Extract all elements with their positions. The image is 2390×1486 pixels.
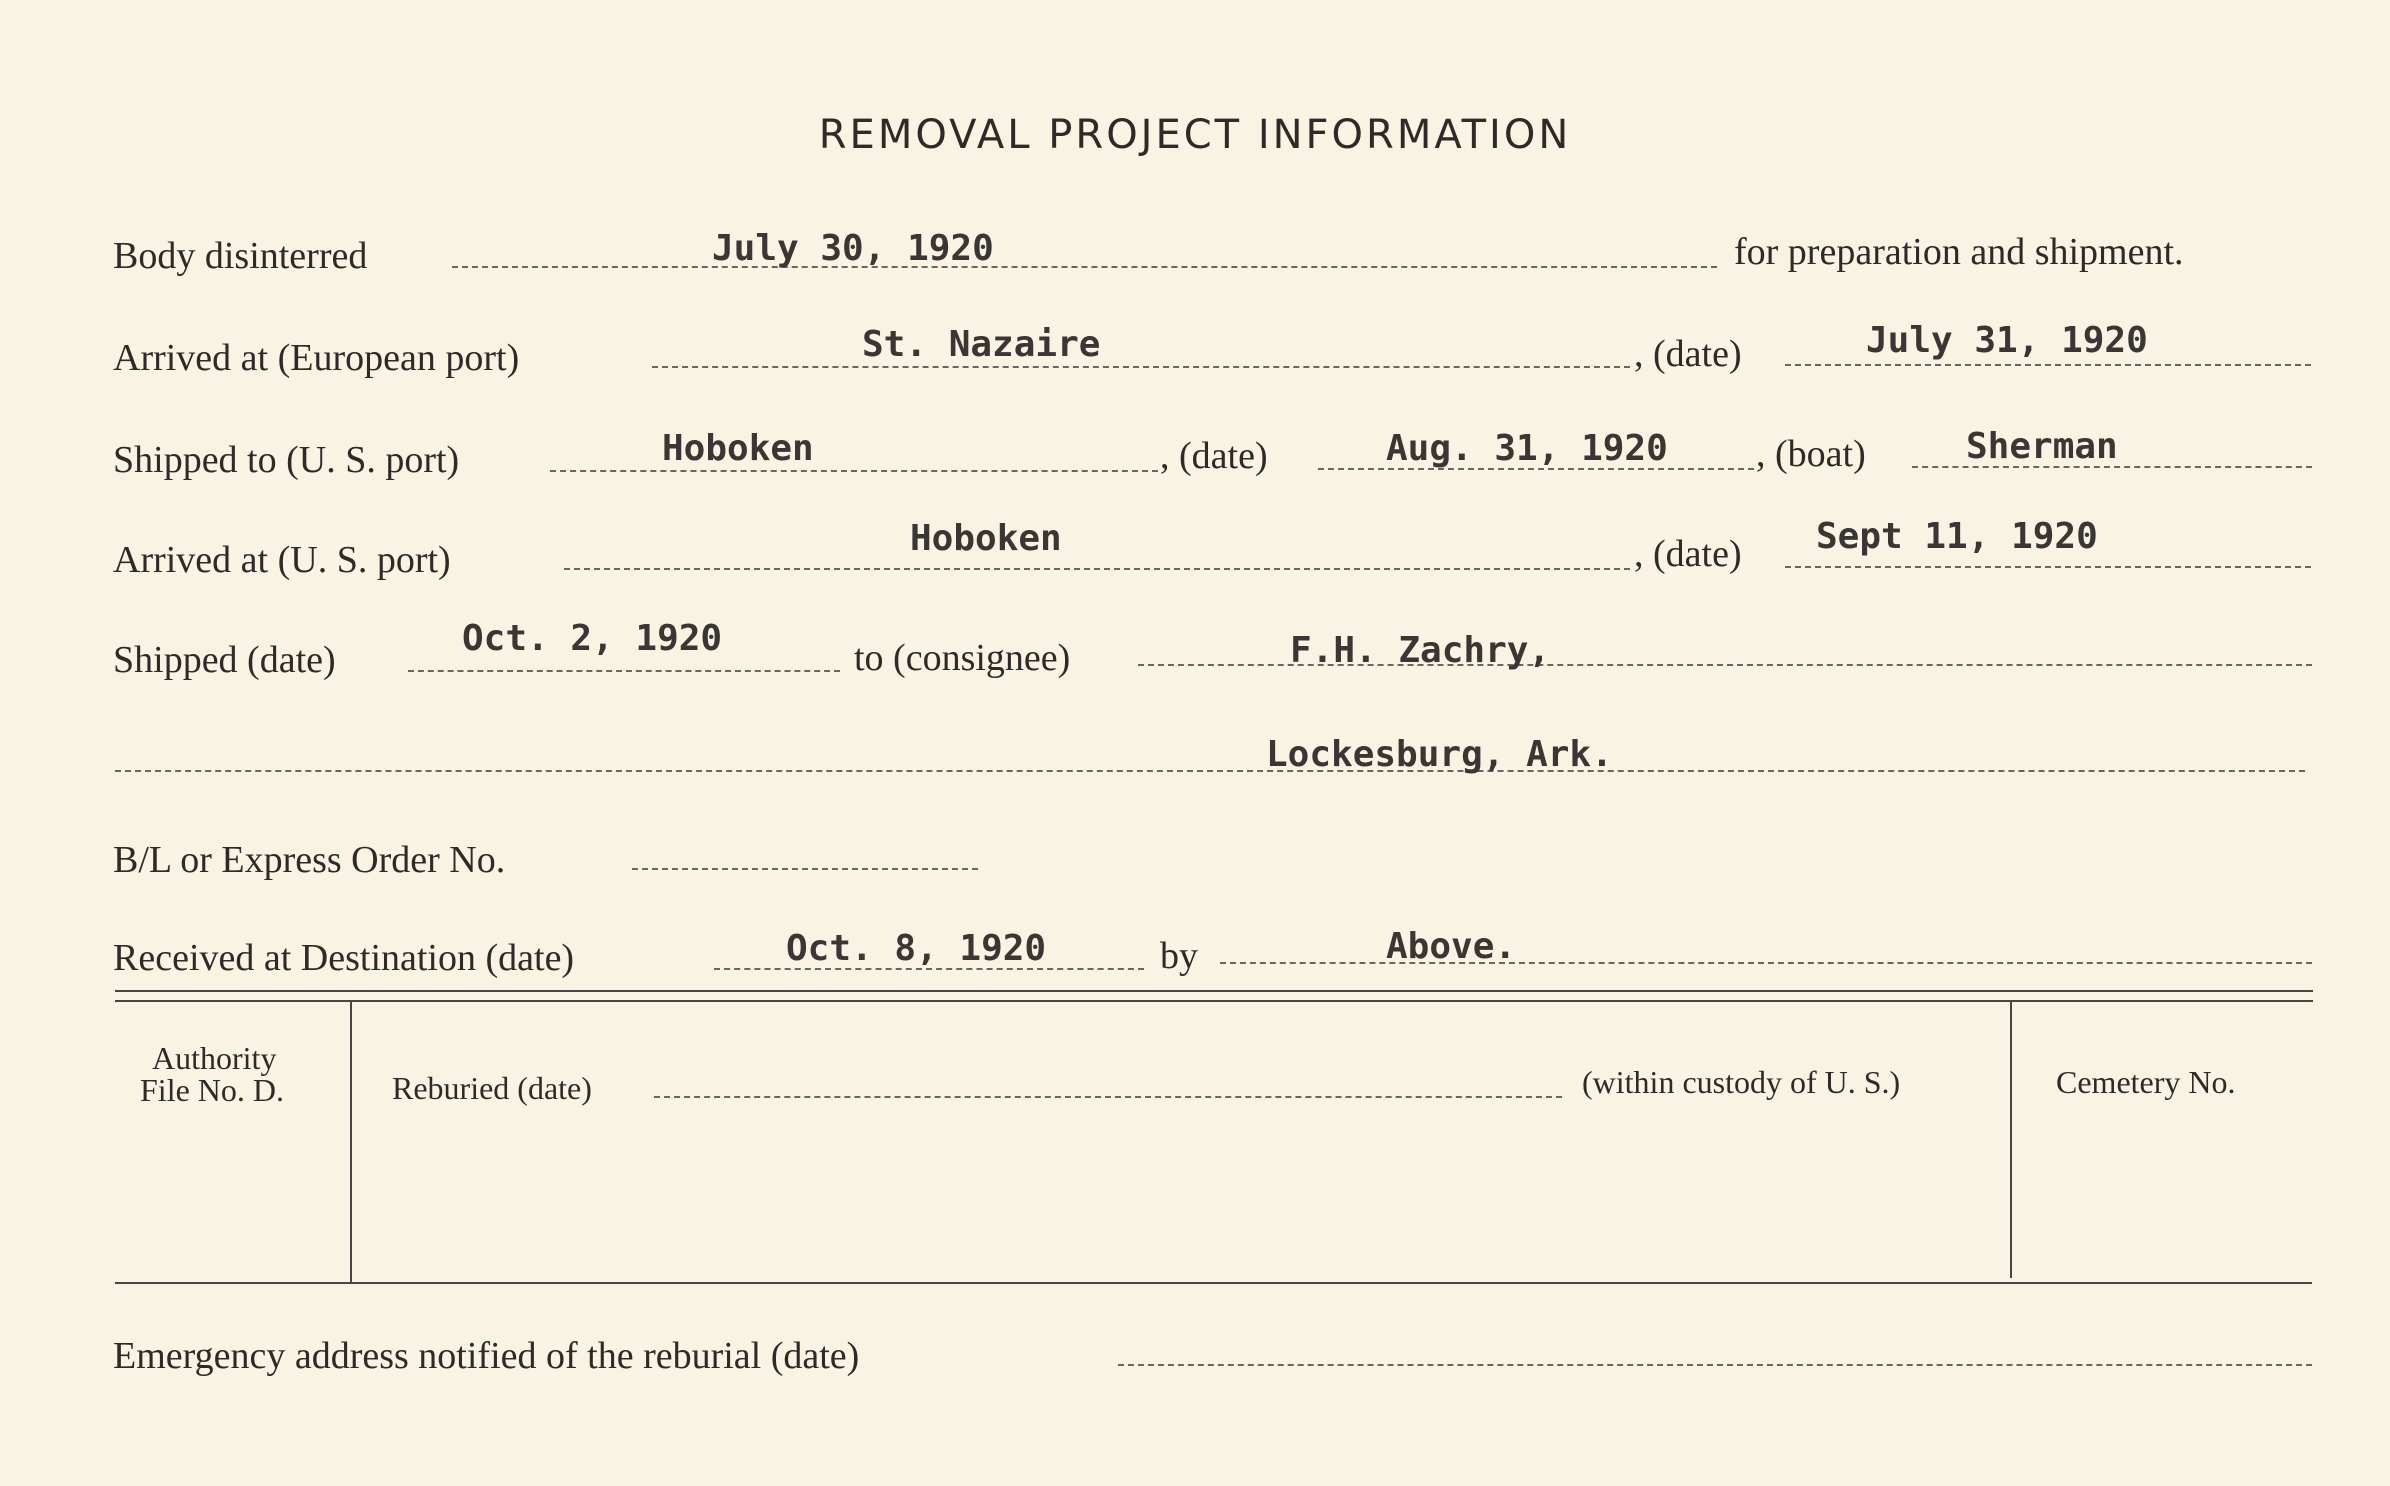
shipped-date: Oct. 2, 1920 [462, 618, 723, 659]
received-date: Oct. 8, 1920 [786, 928, 1047, 969]
table-bottom-rule [115, 1282, 2312, 1284]
received-by-line [1220, 962, 2312, 964]
shipped-us-date: Aug. 31, 1920 [1386, 428, 1668, 469]
arrived-european-date-label: , (date) [1634, 333, 1742, 375]
arrived-us-port-line [564, 568, 1630, 570]
table-top-rule [115, 990, 2313, 992]
cemetery-label: Cemetery No. [2056, 1064, 2236, 1100]
body-disinterred-label: Body disinterred [113, 235, 368, 277]
consignee-label: to (consignee) [854, 637, 1071, 679]
arrived-european-date: July 31, 1920 [1866, 320, 2148, 361]
shipped-us-date-label: , (date) [1160, 435, 1268, 477]
authority-label-line2: File No. D. [140, 1072, 284, 1108]
table-divider-right [2010, 1002, 2012, 1278]
consignee-address: Lockesburg, Ark. [1266, 734, 1613, 775]
custody-label: (within custody of U. S.) [1582, 1064, 1901, 1100]
shipped-date-line [408, 670, 840, 672]
shipped-us-port-line [550, 470, 1158, 472]
shipped-us-label: Shipped to (U. S. port) [113, 439, 460, 481]
arrived-us-date: Sept 11, 1920 [1816, 516, 2098, 557]
arrived-us-label: Arrived at (U. S. port) [113, 539, 451, 581]
bl-order-line [632, 868, 978, 870]
authority-label-line1: Authority [152, 1040, 277, 1076]
form-title: REMOVAL PROJECT INFORMATION [818, 112, 1572, 158]
arrived-european-date-line [1785, 364, 2311, 366]
table-divider-left [350, 1002, 352, 1282]
arrived-european-label: Arrived at (European port) [113, 337, 520, 379]
arrived-us-port: Hoboken [910, 518, 1062, 559]
bl-order-label: B/L or Express Order No. [113, 839, 506, 881]
shipped-us-boat: Sherman [1966, 426, 2118, 467]
arrived-us-date-line [1785, 566, 2311, 568]
table-top-rule-2 [115, 1000, 2313, 1002]
received-by: Above. [1386, 926, 1517, 967]
received-label: Received at Destination (date) [113, 937, 575, 979]
emergency-line [1118, 1364, 2312, 1366]
emergency-label: Emergency address notified of the reburial (date) [113, 1335, 860, 1377]
reburied-line [654, 1096, 1562, 1098]
consignee-address-line [115, 770, 2305, 772]
shipped-us-port: Hoboken [662, 428, 814, 469]
shipped-us-boat-label: , (boat) [1756, 433, 1866, 475]
shipped-date-label: Shipped (date) [113, 639, 336, 681]
arrived-european-port-line [652, 366, 1630, 368]
body-disinterred-line [452, 266, 1717, 268]
preparation-shipment-label: for preparation and shipment. [1734, 231, 2184, 273]
received-by-label: by [1160, 935, 1198, 977]
consignee-name: F.H. Zachry, [1290, 630, 1551, 671]
arrived-us-date-label: , (date) [1634, 533, 1742, 575]
arrived-european-port: St. Nazaire [862, 324, 1101, 365]
body-disinterred-value: July 30, 1920 [712, 228, 994, 269]
reburied-label: Reburied (date) [392, 1070, 592, 1106]
